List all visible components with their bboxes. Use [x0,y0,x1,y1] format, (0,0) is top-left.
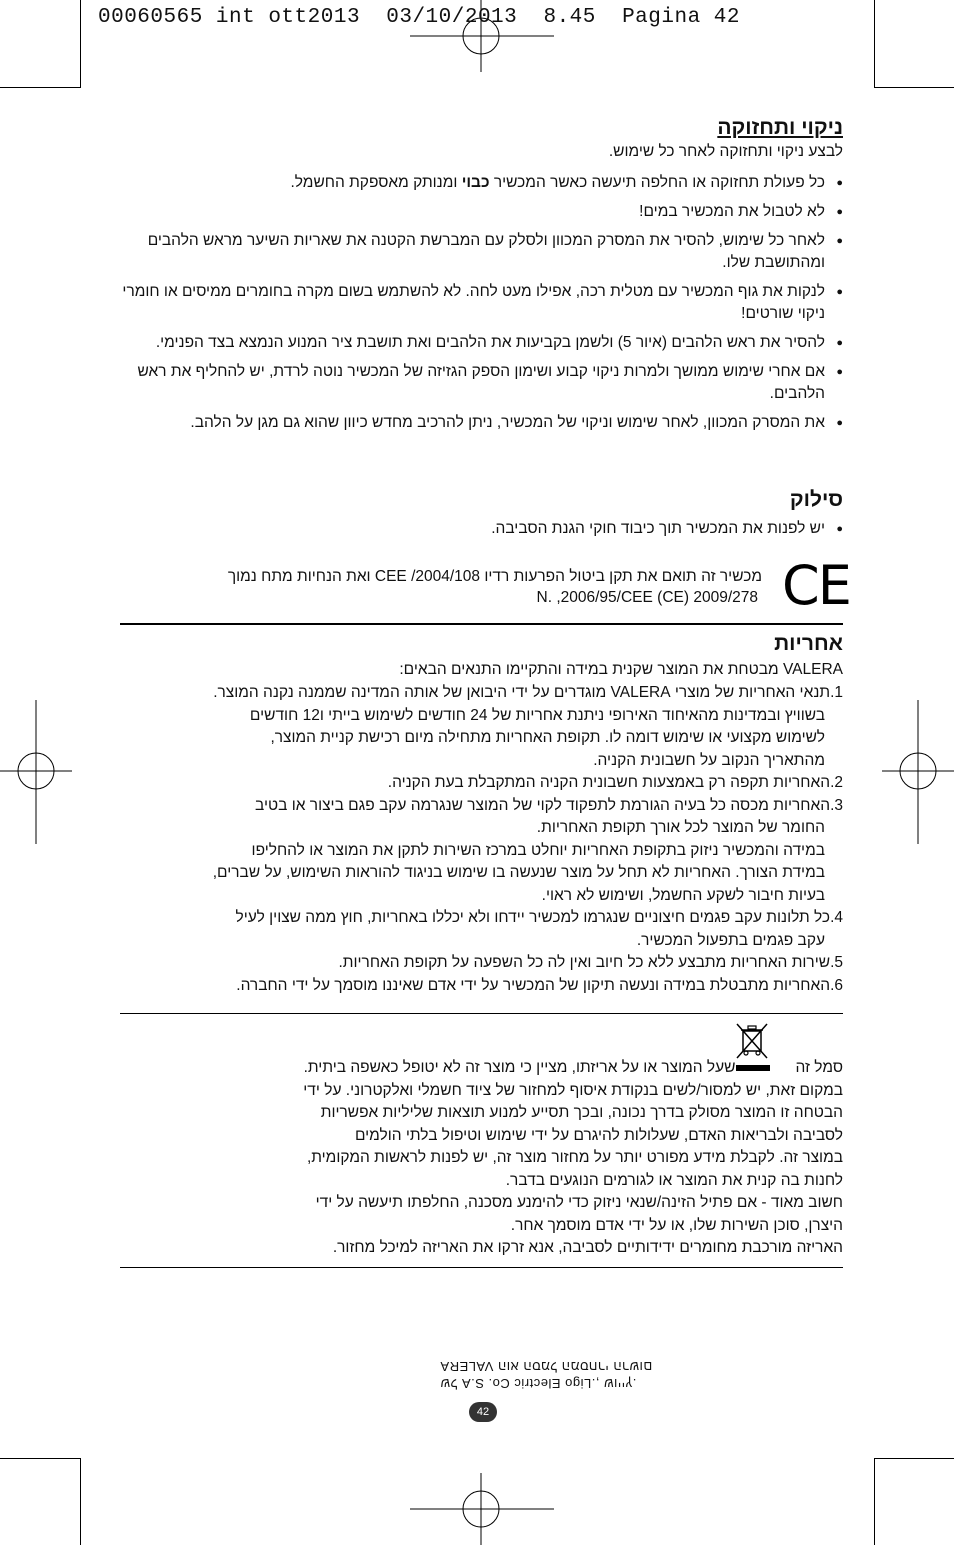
weee-line: סמל זהשעל המוצר או על אריזתו, מציין כי מוצר זה לא יטופל כאשפה ביתית. [303,1059,843,1076]
warranty-item-line: במידת הצורך. האחריות לא תחל על מוצר שנעשה בו שימוש בניגוד להוראות השימוש, על שברים, [212,864,825,881]
maintenance-bullet: ● לנקות את גוף המכשיר עם מטלית רכה, אפילו מעט לחה. לא להשתמש בשום מקרה בחומרים ממיסים או חומרי ניקוי שורטים! [120,281,843,325]
warranty-item-line: לשימוש מקצועי או שימוש דומה לו. תקופת האחריות מתחילה מיום רכישת קניית המוצר, [270,729,825,746]
weee-line: הבטחה זו המוצר מסולק בדרך נכונה, ובכך תסייע למנוע תוצאות שליליות אפשריות [320,1104,843,1121]
warranty-item-line: 3.האחריות מכסה כל בעיה הגורמת לתפקוד לקוי של המוצר שנגרמה עקב פגם ביצור או בטיב [255,796,843,814]
maintenance-bullet: ● אם אחרי שימוש ממושך ולמרות ניקוי קבוע ושימון הספק הגזיזה של המכשיר נוטה לרדת, יש להחליף את ראש הלהבים. [120,361,843,405]
warranty-intro: VALERA מבטחת את המוצר שקנית במידה והתקיימו התנאים הבאים: [399,661,843,678]
weee-section [120,1057,843,1260]
divider [120,1267,843,1268]
print-header: 00060565 int ott2013 03/10/2013 8.45 Pagina 42 [98,6,741,29]
maintenance-title: ניקוי ותחזוקה [717,116,843,139]
weee-line: האריזה מורכבת מחומרים ידידותיים לסביבה, אנא זרקו את האריזה למיכל מחזור. [332,1239,843,1256]
maintenance-bullet: ● לאחר כל שימוש, להסיר את המסרק המכוון ולסלק עם המברשת הקטנה את שאריות השיער מראש הלהבים ומהתושבת שלו. [120,230,843,274]
divider [120,623,843,625]
crop-mark [874,0,875,88]
crop-mark [874,1458,875,1545]
warranty-item-line: 6.האחריות מתבטלת במידה ונעשה תיקון של המכשיר על ידי אדם שאיננו מוסמך על ידי החברה. [236,976,843,994]
warranty-item-line: 5.שירות האחריות מתבצע ללא כל חיוב ואין לה כל השפעה על תקופת האחריות. [338,954,843,971]
warranty-title: אחריות [774,632,843,655]
trademark-line-2: VALERA הוא הסמל המסחרי הרשום [440,1359,653,1374]
weee-line: חשוב מאוד - אם פתיל הזינה/שנאי ניזוק כדי להימנע מסכנה, החלפתו תיעשה על ידי [315,1194,843,1211]
ce-mark-icon [782,554,850,617]
registration-mark-left [0,700,72,844]
registration-mark-bottom [410,1473,554,1545]
trademark-line-1: של Ligo Electric Co. S.A., שוייץ. [440,1376,637,1391]
warranty-items [120,682,843,997]
warranty-item-line: מהתאריך הנקוב על חשבונית הקניה. [593,751,825,769]
ce-line-2: 2009/278 (CE) N. ,2006/95/CEE [536,589,758,606]
weee-line: לסביבה ולבריאות האדם, שעלולות להיגרם על ידי שימוש וטיפול בלתי הולמים [354,1126,843,1144]
disposal-title: סילוק [789,488,843,511]
warranty-item-line: החומר של המוצר לכל אורך תקופת האחריות. [536,819,825,836]
warranty-item-line: 4.כל תלונות עקב פגמים חיצוניים שנגרמו למכשיר יידחו ולא יכללו באחריות, חוץ ממה שצוין לעיל [235,909,843,926]
trademark-note [440,1358,843,1392]
weee-text [120,1057,843,1260]
page-number-badge: 42 [469,1402,497,1422]
registration-mark-right [882,700,954,844]
maintenance-intro: לבצע ניקוי ותחזוקה לאחר כל שימוש. [608,143,843,160]
disposal-bullet: ● יש לפנות את המכשיר תוך כיבוד חוקי הגנת הסביבה. [120,518,843,540]
crop-mark [874,1458,954,1459]
crop-mark [80,1458,81,1545]
weee-line: במוצר זה. לקבלת מידע מפורט יותר על מחזור מוצר זה, יש לפנות לראשות המקומית, [306,1149,843,1166]
warranty-item-line: בעיות חיבור לשקע החשמל, ושימוש לא ראוי. [541,886,825,904]
maintenance-bullets [120,172,843,434]
warranty-item-line: במידה והמכשיר ניזוק בתקופת האחריות יוחלט במרכז השירות לתקן את המוצר או להחליפו [251,841,825,859]
maintenance-bullet: ● להסיר את ראש הלהבים (איור 5) ולשמן בקביעות את הלהבים ואת תושבת ציר המנוע הנמצא בצד הפנימי. [120,332,843,354]
crop-mark [0,1458,80,1459]
weee-line: במקום זאת, יש למסור/לשים בנקודת איסוף למחזור של ציוד חשמלי ואלקטרוני. על ידי [303,1081,843,1099]
divider [120,1013,843,1014]
warranty-item-line: בשוויץ ובמדינות מהאיחוד האירופי ניתנת אחריות של 24 חודשים לשימוש בייתי ו12 חודשים [249,706,825,724]
crop-mark [874,87,954,88]
maintenance-bullet: ● את המסרק המכוון, לאחר שימוש וניקוי של המכשיר, ניתן להרכיב מחדש כיוון שהוא גם מגן על הלהב. [120,412,843,434]
maintenance-bullet: ● לא לטבול את המכשיר במים! [120,201,843,223]
ce-compliance-text [120,566,762,608]
warranty-section [120,632,843,997]
maintenance-section [120,116,843,434]
ce-mark-text: CE [782,554,850,617]
weee-line: היצרן, סוכן השירות שלו, או על ידי אדם מוסמך אחר. [510,1216,843,1234]
disposal-section [120,488,843,540]
warranty-item-line: עקב פגמים בתפעול המכשיר. [636,931,825,949]
ce-line-1: מכשיר זה תואם את תקן ביטול הפרעות רדיו 2004/108/ CEE ואת הנחיות מתח נמוך [227,568,762,585]
weee-line: לחנות בה קנית את המוצר או לגורמים הנוגעים בדבר. [505,1171,843,1189]
maintenance-bullet: ● כל פעולת תחזוקה או החלפה תיעשה כאשר המכשיר כבוי ומנותק מאספקת החשמל. [120,172,843,194]
warranty-item-line: 1.תנאי האחריות של מוצרי VALERA מוגדרים על ידי היבואן של אותה המדינה שממנה נקנה המוצר. [213,684,843,701]
crop-mark [80,0,81,88]
crossed-out-bin-icon [734,1022,770,1062]
warranty-item-line: 2.האחריות תקפה רק באמצעות חשבונית הקניה המתקבלת בעת הקניה. [387,774,843,791]
crop-mark [0,87,80,88]
